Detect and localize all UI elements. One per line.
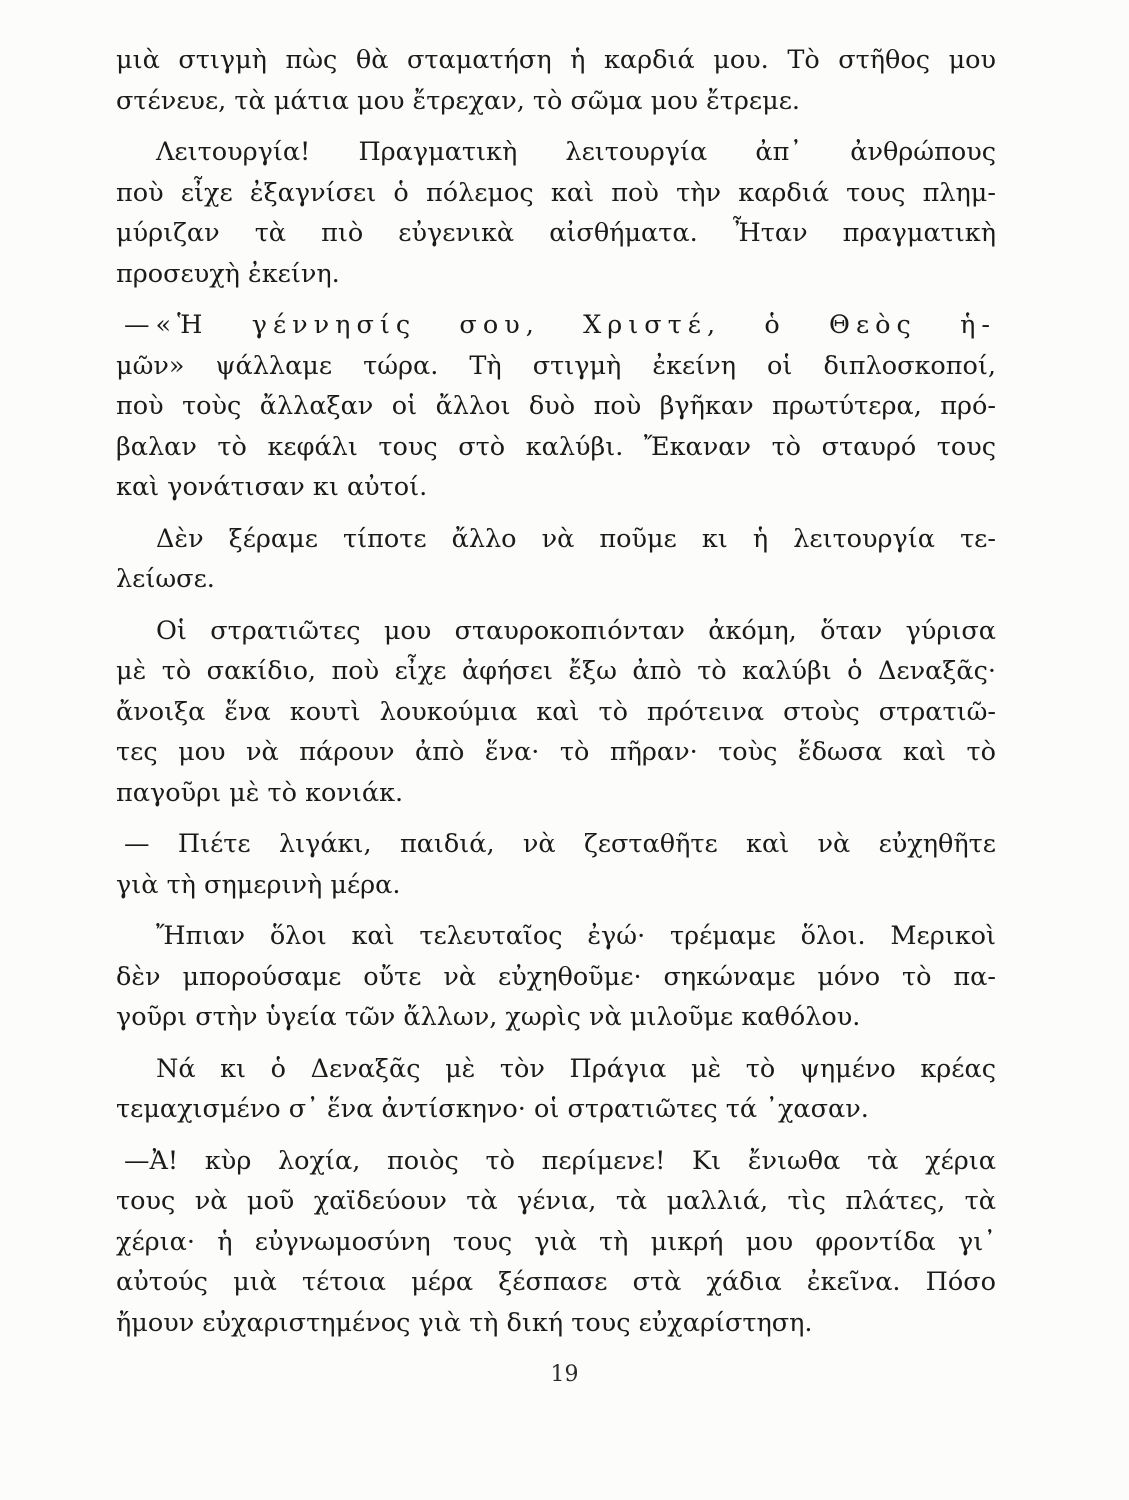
text-line: λείωσε. — [116, 564, 215, 594]
paragraph — [116, 132, 996, 294]
text-line: Λειτουργία! Πραγματικὴ λειτουργία ἀπ᾽ ἀνθρώπους — [156, 137, 996, 167]
text-line: στένευε, τὰ μάτια μου ἔτρεχαν, τὸ σῶμα μου ἔτρεμε. — [116, 85, 801, 116]
text-line: Δὲν ξέραμε τίποτε ἄλλο νὰ ποῦμε κι ἡ λειτουργία τε- — [156, 523, 996, 554]
text-line: Νά κι ὁ Δεναξᾶς μὲ τὸν Πράγια μὲ τὸ ψημένο κρέας — [156, 1053, 996, 1084]
paragraph — [116, 611, 996, 814]
page-text — [116, 40, 996, 1354]
text-line: ποὺ τοὺς ἄλλαξαν οἱ ἄλλοι δυὸ ποὺ βγῆκαν πρωτύτερα, πρό- — [116, 391, 996, 421]
text-line: ἄνοιξα ἕνα κουτὶ λουκούμια καὶ τὸ πρότεινα στοὺς στρατιῶ- — [116, 696, 996, 727]
text-line: μύριζαν τὰ πιὸ εὐγενικὰ αἰσθήματα. Ἦταν πραγματικὴ — [116, 218, 996, 248]
text-line: μὲ τὸ σακίδιο, ποὺ εἶχε ἀφήσει ἔξω ἀπὸ τὸ καλύβι ὁ Δεναξᾶς· — [116, 656, 996, 686]
text-line: Οἱ στρατιῶτες μου σταυροκοπιόνταν ἀκόμη, ὅταν γύρισα — [156, 615, 996, 646]
text-line: —«Ἡ γέννησίς σου, Χριστέ, ὁ Θεὸς ἡ- — [124, 310, 996, 340]
text-line: τεμαχισμένο σ᾽ ἕνα ἀντίσκηνο· οἱ στρατιῶτες τά ᾽χασαν. — [116, 1094, 869, 1124]
text-line: ποὺ εἶχε ἐξαγνίσει ὁ πόλεμος καὶ ποὺ τὴν καρδιά τους πλημ- — [116, 177, 996, 208]
text-line: δὲν μπορούσαμε οὔτε νὰ εὐχηθοῦμε· σηκώναμε μόνο τὸ πα- — [116, 961, 996, 992]
text-line: χέρια· ἡ εὐγνωμοσύνη τους γιὰ τὴ μικρή μου φροντίδα γι᾽ — [116, 1226, 996, 1257]
text-line: γοῦρι στὴν ὑγεία τῶν ἄλλων, χωρὶς νὰ μιλοῦμε καθόλου. — [116, 1002, 861, 1032]
text-line: μῶν» ψάλλαμε τώρα. Τὴ στιγμὴ ἐκείνη οἱ διπλοσκοποί, — [116, 350, 996, 381]
text-line: προσευχὴ ἐκείνη. — [116, 258, 340, 289]
text-line: καὶ γονάτισαν κι αὐτοί. — [116, 472, 428, 502]
text-line: Ἤπιαν ὅλοι καὶ τελευταῖος ἐγώ· τρέμαμε ὅλοι. Μερικοὶ — [156, 921, 996, 951]
paragraph — [116, 916, 996, 1038]
paragraph — [116, 824, 996, 905]
text-line: —Ἀ! κὺρ λοχία, ποιὸς τὸ περίμενε! Κι ἔνιωθα τὰ χέρια — [124, 1145, 996, 1176]
paragraph — [116, 1049, 996, 1130]
text-line: τους νὰ μοῦ χαϊδεύουν τὰ γένια, τὰ μαλλιά, τὶς πλάτες, τὰ — [116, 1186, 996, 1216]
text-line: παγοῦρι μὲ τὸ κονιάκ. — [116, 777, 404, 808]
text-line: αὐτούς μιὰ τέτοια μέρα ξέσπασε στὰ χάδια ἐκεῖνα. Πόσο — [116, 1267, 996, 1297]
text-line: ἤμουν εὐχαριστημένος γιὰ τὴ δική τους εὐχαρίστηση. — [116, 1307, 813, 1338]
text-line: τες μου νὰ πάρουν ἀπὸ ἕνα· τὸ πῆραν· τοὺς ἔδωσα καὶ τὸ — [116, 737, 996, 767]
paragraph — [116, 40, 996, 121]
page-number: 19 — [550, 1362, 579, 1387]
paragraph — [116, 519, 996, 600]
text-line: βαλαν τὸ κεφάλι τους στὸ καλύβι. Ἔκαναν τὸ σταυρό τους — [116, 431, 996, 462]
paragraph — [116, 305, 996, 508]
text-line: μιὰ στιγμὴ πὼς θὰ σταματήση ἡ καρδιά μου. Τὸ στῆθος μου — [116, 45, 996, 75]
text-line: — Πιέτε λιγάκι, παιδιά, νὰ ζεσταθῆτε καὶ νὰ εὐχηθῆτε — [124, 829, 996, 859]
paragraph — [116, 1141, 996, 1344]
text-line: γιὰ τὴ σημερινὴ μέρα. — [116, 869, 401, 900]
